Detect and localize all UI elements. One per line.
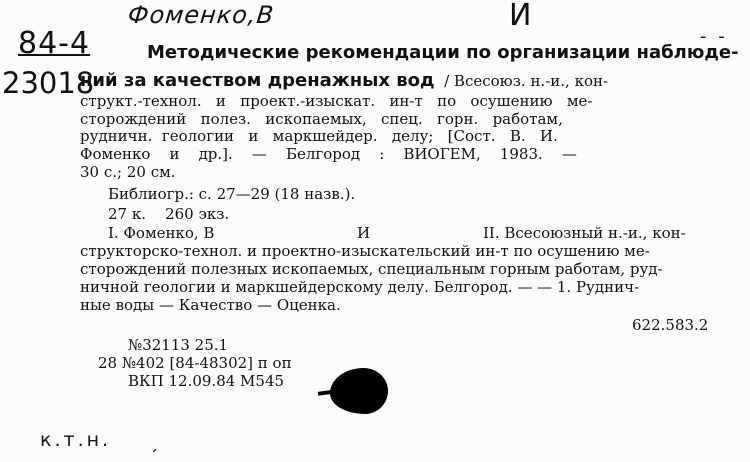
card-title-line2-rest: / Всесоюз. н.-и., кон-	[434, 72, 609, 90]
body-line: сторождений полез. ископаемых, спец. горн. работам,	[80, 110, 563, 128]
shelf-number: 84-4	[18, 26, 91, 61]
classification-index: 622.583.2	[632, 316, 709, 334]
body-line: 30 с.; 20 см.	[80, 163, 176, 181]
entries-line: сторождений полезных ископаемых, специальным горным работам, руд-	[80, 260, 663, 278]
card-title-line1: Методические рекомендации по организации наблюде-	[147, 42, 739, 63]
entry-1-initial: И	[357, 224, 371, 242]
handwritten-tick: ˏ	[150, 433, 159, 452]
order-number: №32113 25.1	[128, 336, 229, 354]
vkp-line: ВКП 12.09.84 М545	[128, 372, 285, 390]
card-title-line2	[80, 70, 608, 91]
print-line: 28 №402 [84-48302] п оп	[98, 354, 292, 372]
entries-line: ничной геологии и маркшейдерскому делу. Белгород. — — 1. Руднич-	[80, 278, 640, 296]
entry-2: II. Всесоюзный н.-и., кон-	[483, 224, 686, 242]
entries-line: ные воды — Качество — Оценка.	[80, 296, 341, 314]
entries-line: структорско-технол. и проектно-изыскательский ин-т по осушению ме-	[80, 242, 650, 260]
handwritten-degree: к.т.н.	[40, 429, 112, 451]
copies-note: 27 к. 260 экз.	[108, 205, 230, 223]
card-title-line2-bold: ний за качеством дренажных вод	[80, 70, 435, 91]
handwritten-dashes: - -	[700, 26, 728, 47]
body-line: Фоменко и др.]. — Белгород : ВИОГЕМ, 1983. —	[80, 145, 577, 163]
body-line: структ.-технол. и проект.-изыскат. ин-т по осушению ме-	[80, 92, 593, 110]
handwritten-initial: И	[509, 0, 533, 33]
inventory-number: 23018	[2, 66, 95, 100]
handwritten-author: Фоменко,В	[126, 1, 276, 29]
bibliography-note: Библиогр.: с. 27—29 (18 назв.).	[108, 185, 356, 203]
ink-stain	[330, 368, 388, 414]
body-line: рудничн. геологии и маркшейдер. делу; [Сост. В. И.	[80, 127, 558, 145]
entry-1: I. Фоменко, В	[108, 224, 215, 242]
